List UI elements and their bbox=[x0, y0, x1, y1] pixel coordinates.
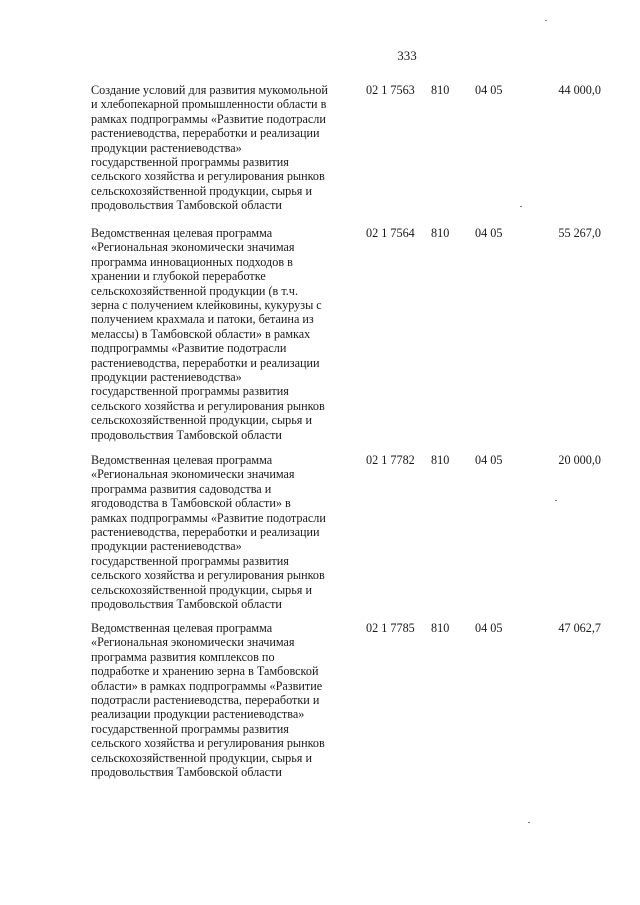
row-expense-type: 810 bbox=[431, 226, 450, 240]
row-target-code: 02 1 7564 bbox=[366, 226, 415, 240]
page-number: 333 bbox=[397, 48, 417, 63]
row-section: 04 05 bbox=[475, 83, 503, 97]
row-description: Создание условий для развития мукомольной и хлебопекарной промышленности области в рамках подпрограммы «Развитие подотрасли растениеводства, переработки и реализации продукции растениеводства» государственной программы развития сельского хозяйства и регулирования рынков сельскохозяйственной продукции, сырья и продовольствия Тамбовской области bbox=[91, 83, 328, 213]
row-amount: 44 000,0 bbox=[558, 83, 601, 97]
row-target-code: 02 1 7785 bbox=[366, 621, 415, 635]
row-expense-type: 810 bbox=[431, 83, 450, 97]
scan-speck bbox=[520, 206, 522, 207]
row-amount: 55 267,0 bbox=[558, 226, 601, 240]
table-row bbox=[91, 83, 601, 213]
row-description: Ведомственная целевая программа «Региональная экономически значимая программа развития садоводства и ягодоводства в Тамбовской области» в рамках подпрограммы «Развитие подотрасли растениеводства, переработки и реализации продукции растениеводства» государственной программы развития сельского хозяйства и регулирования рынков сельскохозяйственной продукции, сырья и продовольствия Тамбовской области bbox=[91, 453, 326, 612]
scan-speck bbox=[545, 20, 547, 21]
row-description: Ведомственная целевая программа «Региональная экономически значимая программа инновационных подходов в хранении и глубокой переработке сельскохозяйственной продукции (в т.ч. зерна с получением клейковины, кукурузы с получением крахмала и патоки, бетаина из мелассы) в Тамбовской области» в рамках подпрограммы «Развитие подотрасли растениеводства, переработки и реализации продукции растениеводства» государственной программы развития сельского хозяйства и регулирования рынков сельскохозяйственной продукции, сырья и продовольствия Тамбовской области bbox=[91, 226, 325, 442]
table-row bbox=[91, 453, 601, 611]
row-amount: 47 062,7 bbox=[558, 621, 601, 635]
scan-speck bbox=[528, 822, 530, 823]
row-section: 04 05 bbox=[475, 453, 503, 467]
row-expense-type: 810 bbox=[431, 453, 450, 467]
row-amount: 20 000,0 bbox=[558, 453, 601, 467]
scan-speck bbox=[555, 500, 557, 501]
row-expense-type: 810 bbox=[431, 621, 450, 635]
row-section: 04 05 bbox=[475, 226, 503, 240]
row-target-code: 02 1 7563 bbox=[366, 83, 415, 97]
table-row bbox=[91, 621, 601, 779]
row-description: Ведомственная целевая программа «Региональная экономически значимая программа развития комплексов по подработке и хранению зерна в Тамбовской области» в рамках подпрограммы «Развитие подотрасли растениеводства, переработки и реализации продукции растениеводства» государственной программы развития сельского хозяйства и регулирования рынков сельскохозяйственной продукции, сырья и продовольствия Тамбовской области bbox=[91, 621, 325, 780]
row-target-code: 02 1 7782 bbox=[366, 453, 415, 467]
row-section: 04 05 bbox=[475, 621, 503, 635]
table-row bbox=[91, 226, 601, 442]
